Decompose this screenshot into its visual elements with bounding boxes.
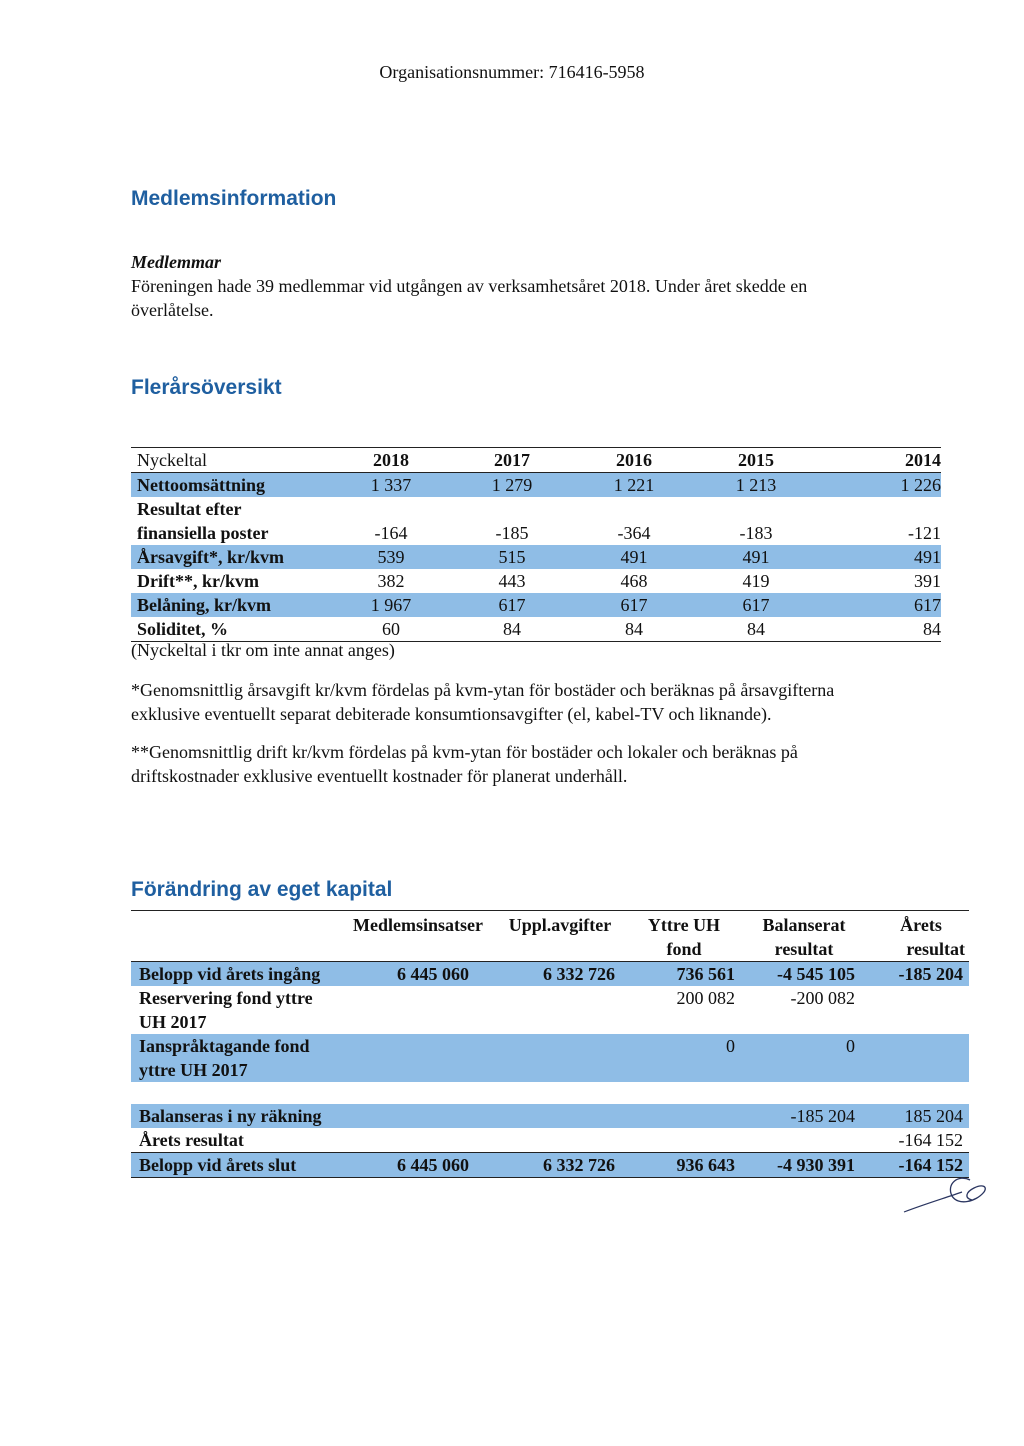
column-header-2017: 2017 — [451, 448, 573, 473]
cell-value — [863, 1034, 969, 1082]
table-row-arets-resultat — [131, 1128, 969, 1153]
table-row-belopp-ingang — [131, 962, 969, 987]
cell-value: 1 226 — [817, 473, 941, 498]
column-header-2015: 2015 — [695, 448, 817, 473]
key-figures-note: (Nyckeltal i tkr om inte annat anges) — [131, 640, 395, 660]
cell-value: 443 — [498, 571, 526, 591]
footnote-line: **Genomsnittlig drift kr/kvm fördelas på kvm-ytan för bostäder och lokaler och beräknas på — [131, 742, 798, 762]
equity-header-row — [131, 911, 969, 962]
column-header-2016: 2016 — [573, 448, 695, 473]
cell-value: 515 — [451, 545, 573, 569]
cell-value: 6 332 726 — [497, 1153, 623, 1178]
member-text-line-2: överlåtelse. — [131, 300, 214, 320]
column-header-line: resultat — [906, 939, 965, 959]
member-paragraph — [131, 274, 931, 322]
cell-value: 6 445 060 — [339, 962, 497, 987]
table-row-balanseras — [131, 1104, 969, 1128]
cell-value: -164 — [374, 523, 408, 543]
row-label: Balanseras i ny räkning — [131, 1104, 339, 1128]
member-text-line-1: Föreningen hade 39 medlemmar vid utgången av verksamhetsåret 2018. Under året skedde en — [131, 276, 808, 296]
cell-value: 84 — [625, 619, 643, 639]
table-row-finansiella-poster — [131, 521, 941, 545]
handwritten-initials-signature — [900, 1172, 992, 1221]
cell-value: 491 — [817, 545, 941, 569]
row-label: Resultat efter — [137, 499, 242, 519]
cell-value: 1 337 — [331, 473, 451, 498]
column-header-yttre-uh-fond — [623, 911, 745, 962]
cell-value: 382 — [377, 571, 405, 591]
column-header-nyckeltal: Nyckeltal — [131, 448, 331, 473]
cell-value: 617 — [817, 593, 941, 617]
row-label: Soliditet, % — [137, 619, 229, 639]
table-row-resultat-efter — [131, 497, 941, 521]
cell-value: 617 — [451, 593, 573, 617]
column-header-balanserat-resultat — [745, 911, 863, 962]
cell-value: 84 — [923, 619, 941, 639]
footnote-arsavgift — [131, 678, 951, 726]
key-figures-table — [131, 447, 941, 642]
column-header-line: Balanserat — [762, 915, 846, 935]
cell-value — [497, 1034, 623, 1082]
section-title-forandring-eget-kapital: Förändring av eget kapital — [131, 878, 393, 901]
section-title-flerarsoversikt: Flerårsöversikt — [131, 376, 282, 399]
cell-value: 617 — [695, 593, 817, 617]
cell-value: -121 — [908, 523, 941, 543]
cell-value — [745, 1128, 863, 1153]
cell-value — [497, 986, 623, 1034]
equity-changes-table — [131, 910, 969, 1178]
footnote-line: driftskostnader exklusive eventuellt kostnader för planerat underhåll. — [131, 766, 628, 786]
cell-value: 6 445 060 — [339, 1153, 497, 1178]
table-row-ianspraktagande-fond — [131, 1034, 969, 1082]
cell-value: 491 — [573, 545, 695, 569]
column-header-upplatelseavgifter — [497, 911, 623, 962]
cell-value: 185 204 — [863, 1104, 969, 1128]
cell-value: 539 — [331, 545, 451, 569]
cell-value: 200 082 — [676, 988, 735, 1008]
column-header-line: Yttre UH — [647, 915, 721, 935]
cell-value: -185 204 — [745, 1104, 863, 1128]
row-label: Årets resultat — [139, 1130, 244, 1150]
cell-value — [339, 1104, 497, 1128]
row-label: Belopp vid årets ingång — [131, 962, 339, 987]
column-header-line: Uppl.avgifter — [508, 915, 612, 935]
column-header-2014: 2014 — [817, 448, 941, 473]
cell-value: 468 — [620, 571, 648, 591]
cell-value: 1 221 — [573, 473, 695, 498]
spacer-cell — [131, 1082, 969, 1104]
cell-value — [339, 1034, 497, 1082]
cell-value: -200 082 — [790, 988, 855, 1008]
cell-value: 936 643 — [623, 1153, 745, 1178]
cell-value: 0 — [623, 1034, 745, 1082]
cell-value — [863, 986, 969, 1034]
table-row-belopp-slut — [131, 1153, 969, 1178]
cell-value — [623, 1128, 745, 1153]
table-row-reservering-fond — [131, 986, 969, 1034]
cell-value: 736 561 — [623, 962, 745, 987]
cell-value: -4 545 105 — [745, 962, 863, 987]
cell-value: 84 — [747, 619, 765, 639]
cell-value — [497, 1104, 623, 1128]
row-label: Drift**, kr/kvm — [137, 571, 259, 591]
cell-value: 1 213 — [695, 473, 817, 498]
footnote-line: *Genomsnittlig årsavgift kr/kvm fördelas på kvm-ytan för bostäder och beräknas på årsavgifterna — [131, 680, 835, 700]
cell-value — [339, 986, 497, 1034]
cell-value: 419 — [742, 571, 770, 591]
cell-value: 0 — [745, 1034, 863, 1082]
row-label-line: yttre UH 2017 — [139, 1060, 248, 1080]
footnote-line: exklusive eventuellt separat debiterade konsumtionsavgifter (el, kabel-TV och liknande). — [131, 704, 772, 724]
row-label — [131, 986, 339, 1034]
column-header-line: resultat — [774, 939, 834, 959]
footnote-drift — [131, 740, 951, 788]
cell-value — [339, 1128, 497, 1153]
cell-value — [623, 1104, 745, 1128]
cell-value: 1 967 — [331, 593, 451, 617]
table-row-belaning — [131, 593, 941, 617]
table-spacer-row — [131, 1082, 969, 1104]
section-title-medlemsinformation: Medlemsinformation — [131, 187, 337, 210]
column-header-2018: 2018 — [331, 448, 451, 473]
row-label-line: Reservering fond yttre — [139, 988, 313, 1008]
cell-value: 1 279 — [451, 473, 573, 498]
table-row-drift — [131, 569, 941, 593]
row-label: Nettoomsättning — [131, 473, 331, 498]
cell-value: -185 204 — [863, 962, 969, 987]
row-label: Belopp vid årets slut — [131, 1153, 339, 1178]
row-label-line: Ianspråktagande fond — [139, 1036, 310, 1056]
cell-value: 391 — [914, 571, 941, 591]
column-header-line: fond — [666, 939, 702, 959]
subtitle-medlemmar: Medlemmar — [131, 252, 221, 272]
row-label-continued: finansiella poster — [137, 523, 269, 543]
cell-value: -183 — [739, 523, 773, 543]
row-label-line: UH 2017 — [139, 1012, 207, 1032]
column-header-line: Medlemsinsatser — [353, 915, 483, 935]
cell-value: -364 — [617, 523, 651, 543]
column-header-empty — [131, 911, 339, 962]
row-label: Belåning, kr/kvm — [131, 593, 331, 617]
cell-value: 84 — [503, 619, 521, 639]
row-label: Årsavgift*, kr/kvm — [131, 545, 331, 569]
cell-value — [497, 1128, 623, 1153]
column-header-medlemsinsatser — [339, 911, 497, 962]
column-header-line: Årets — [900, 915, 942, 935]
table-row-arsavgift — [131, 545, 941, 569]
cell-value: -164 152 — [863, 1153, 969, 1178]
column-header-arets-resultat — [863, 911, 969, 962]
cell-value: 491 — [695, 545, 817, 569]
key-figures-header-row — [131, 448, 941, 473]
cell-value: 617 — [573, 593, 695, 617]
row-label — [131, 1034, 339, 1082]
cell-value: -164 152 — [898, 1130, 963, 1150]
cell-value: -185 — [495, 523, 529, 543]
org-number-header: Organisationsnummer: 716416-5958 — [379, 62, 645, 82]
cell-value: 60 — [382, 619, 400, 639]
cell-value: -4 930 391 — [745, 1153, 863, 1178]
cell-value: 6 332 726 — [497, 962, 623, 987]
table-row-nettoomsattning — [131, 473, 941, 498]
